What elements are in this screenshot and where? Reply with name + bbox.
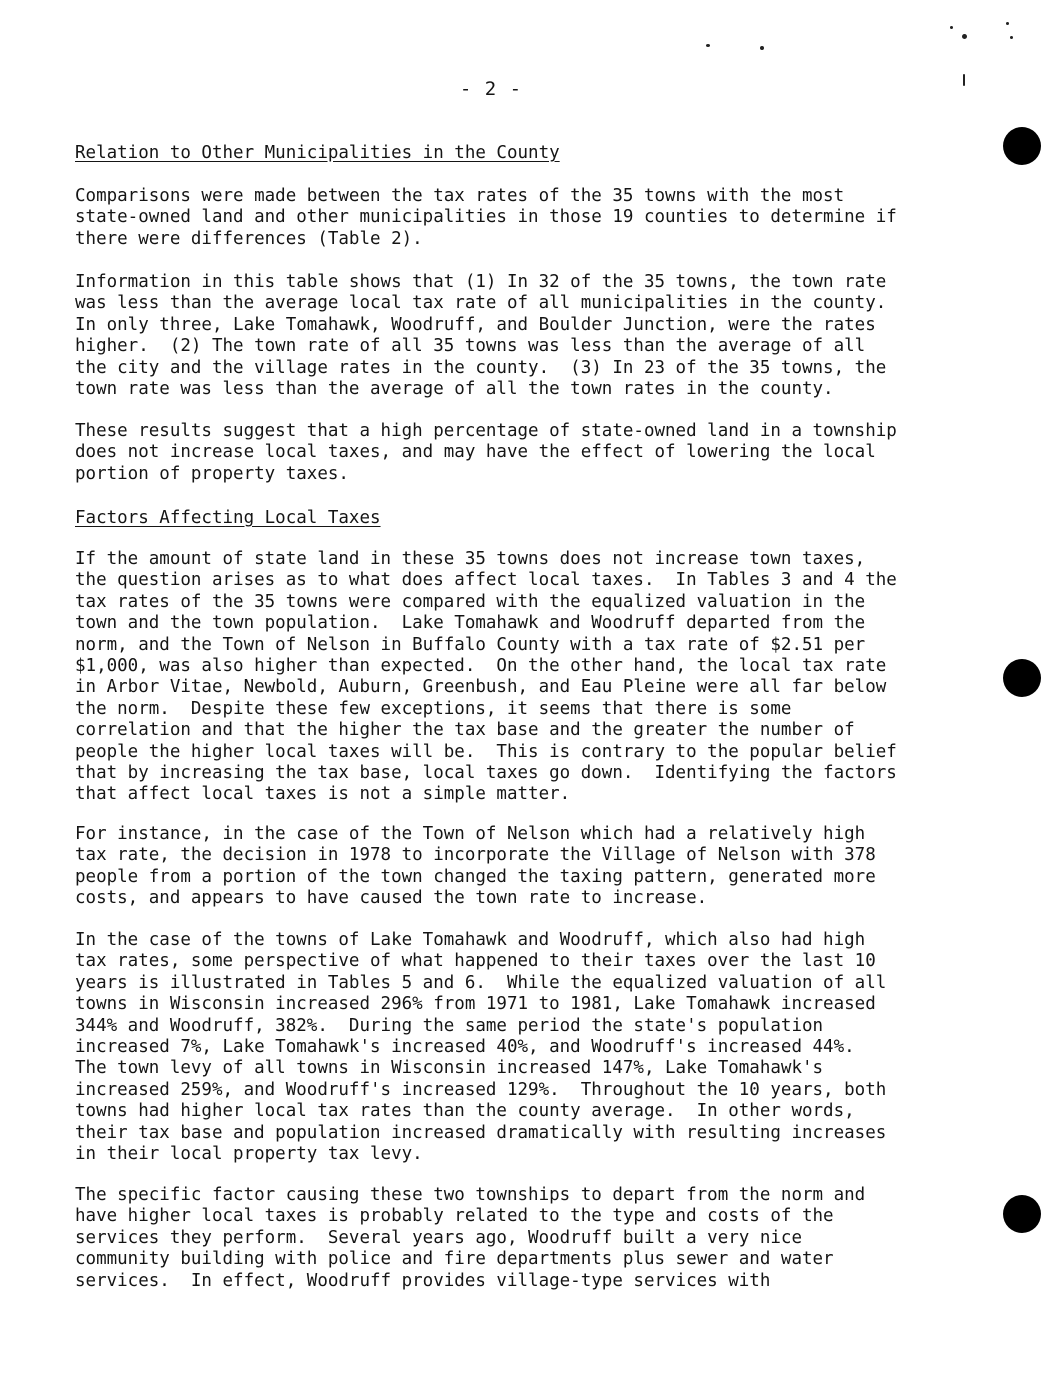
scan-speck [1006, 22, 1009, 25]
scan-speck [962, 34, 967, 39]
punch-hole [1003, 659, 1041, 697]
paragraph-results: These results suggest that a high percentage of state-owned land in a township does not increase local taxes, and may have the effect of lowering the local portion of property taxes. [75, 421, 897, 484]
section-heading-relation: Relation to Other Municipalities in the County [75, 143, 560, 163]
punch-hole [1003, 127, 1041, 165]
paragraph-state-land: If the amount of state land in these 35 towns does not increase town taxes, the question arises as to what does affect local taxes. In Tables 3 and 4 the tax rates of the 35 towns were compared with the equalized valuation in the town and the town population. Lake Tomahawk and Woodruff departed from the norm, and the Town of Nelson in Buffalo County with a tax rate of $2.51 per $1,000, was also higher than expected. On the other hand, the local tax rate in Arbor Vitae, Newbold, Auburn, Greenbush, and Eau Pleine were all far below the norm. Despite these few exceptions, it seems that there is some correlation and that the higher the tax base and the greater the number of people the higher local taxes will be. This is contrary to the popular belief that by increasing the tax base, local taxes go down. Identifying the factors that affect local taxes is not a simple matter. [75, 549, 897, 805]
paragraph-comparisons: Comparisons were made between the tax rates of the 35 towns with the most state-owned land and other municipalities in those 19 counties to determine if there were differences (Table 2). [75, 186, 897, 249]
scan-speck [1010, 36, 1013, 39]
page-number: - 2 - [459, 78, 523, 100]
scan-speck [760, 46, 764, 50]
paragraph-specific-factor: The specific factor causing these two townships to depart from the norm and have higher local taxes is probably related to the type and costs of the services they perform. Several years ago, Woodruff built a very nice community building with police and fire departments plus sewer and water services. In effect, Woodruff provides village-type services with [75, 1185, 866, 1291]
scan-speck [706, 44, 710, 47]
paragraph-nelson: For instance, in the case of the Town of Nelson which had a relatively high tax rate, the decision in 1978 to incorporate the Village of Nelson with 378 people from a portion of the town changed the taxing pattern, generated more costs, and appears to have caused the town rate to increase. [75, 824, 876, 909]
section-heading-factors: Factors Affecting Local Taxes [75, 508, 381, 528]
punch-hole [1003, 1195, 1041, 1233]
scan-speck [950, 26, 953, 29]
paragraph-lake-tomahawk-woodruff: In the case of the towns of Lake Tomahawk and Woodruff, which also had high tax rates, some perspective of what happened to their taxes over the last 10 years is illustrated in Tables 5 and 6. While the equalized valuation of all towns in Wisconsin increased 296% from 1971 to 1981, Lake Tomahawk increased 344% and Woodruff, 382%. During the same period the state's population increased 7%, Lake Tomahawk's increased 40%, and Woodruff's increased 44%. The town levy of all towns in Wisconsin increased 147%, Lake Tomahawk's increased 259%, and Woodruff's increased 129%. Throughout the 10 years, both towns had higher local tax rates than the county average. In other words, their tax base and population increased dramatically with resulting increases in their local property tax levy. [75, 930, 887, 1165]
paragraph-information: Information in this table shows that (1) In 32 of the 35 towns, the town rate was less than the average local tax rate of all municipalities in the county. In only three, Lake Tomahawk, Woodruff, and Boulder Junction, were the rates higher. (2) The town rate of all 35 towns was less than the average of all the city and the village rates in the county. (3) In 23 of the 35 towns, the town rate was less than the average of all the town rates in the county. [75, 272, 887, 400]
